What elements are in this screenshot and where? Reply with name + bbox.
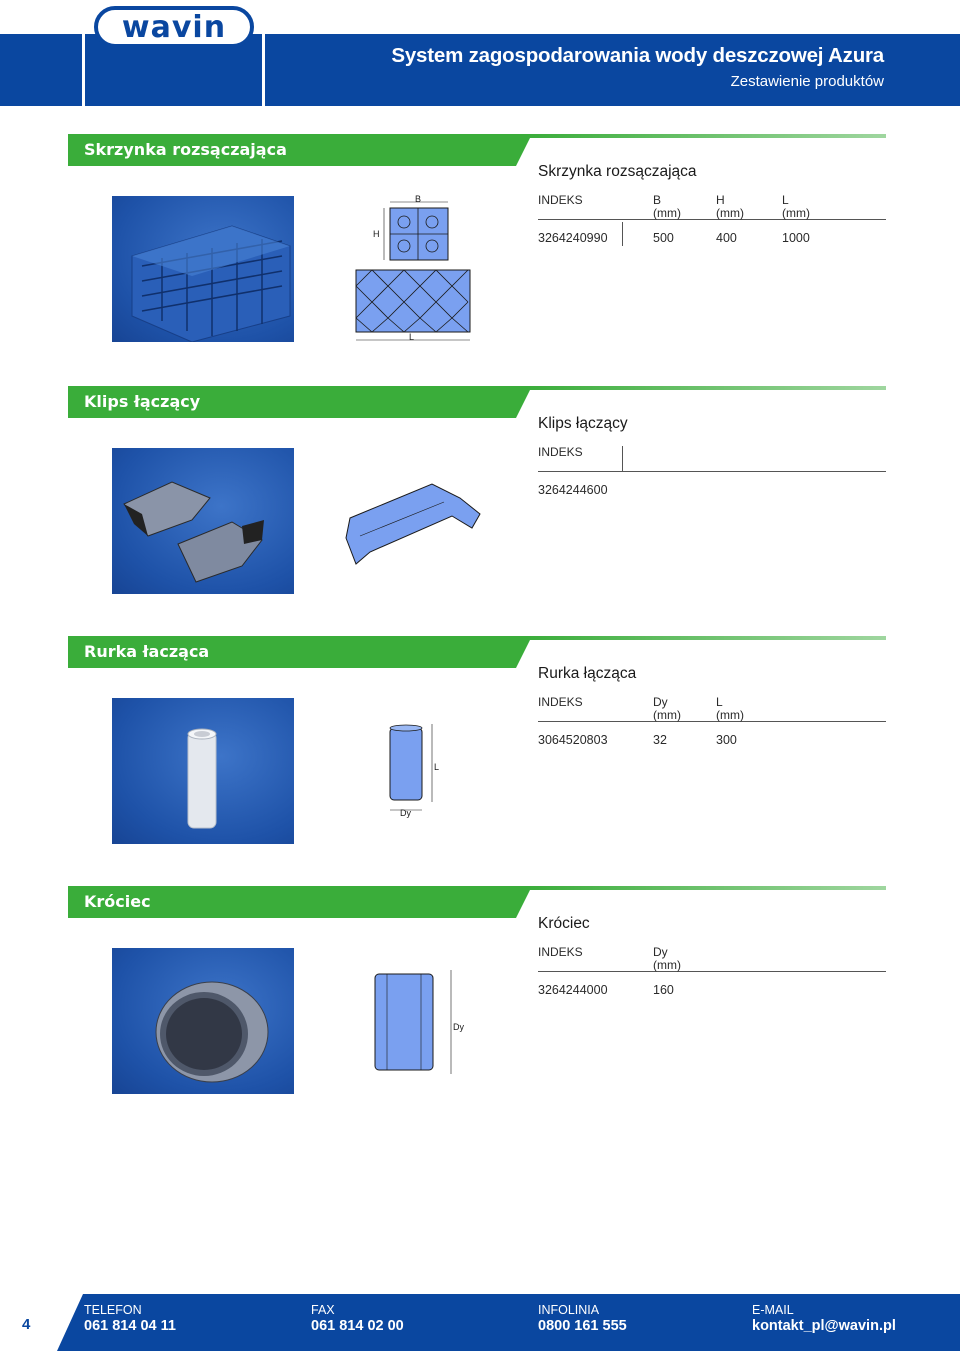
krociec-drawing [365, 966, 465, 1076]
rurka-drawing [380, 722, 450, 822]
product-table [538, 194, 886, 250]
product-title: Rurka łącząca [538, 665, 637, 682]
cell-h: 400 [716, 231, 737, 245]
product-table [538, 946, 886, 1002]
dim-label-h: H [373, 229, 380, 239]
col-header: L (mm) [716, 695, 744, 722]
section-band-title: Rurka łacząca [84, 642, 210, 661]
dim-label-l: L [409, 332, 415, 342]
table-header [538, 696, 886, 722]
cell-l: 1000 [782, 231, 810, 245]
table-header [538, 194, 886, 220]
cell-index: 3264240990 [538, 231, 608, 245]
cell-index: 3064520803 [538, 733, 608, 747]
header-divider [262, 34, 265, 106]
product-table [538, 446, 886, 502]
product-photo [112, 948, 294, 1094]
dim-label-b: B [415, 194, 422, 204]
page-number: 4 [22, 1316, 31, 1333]
section-klips [0, 386, 960, 616]
col-header: INDEKS [538, 445, 583, 459]
skrzynka-drawing [352, 190, 482, 350]
klips-drawing [340, 478, 490, 568]
wavin-logo[interactable] [94, 6, 254, 48]
product-title: Skrzynka rozsączająca [538, 163, 697, 180]
cell-dy: 32 [653, 733, 667, 747]
table-row [538, 220, 886, 250]
logo-text: wavin [121, 9, 227, 45]
column-separator [622, 222, 623, 246]
section-band-title: Klips łączący [84, 392, 201, 411]
dim-label-dy: Dy [400, 808, 411, 818]
band-notch [516, 138, 886, 166]
table-header [538, 946, 886, 972]
dim-label-l: L [434, 762, 440, 772]
footer-contact-fax: FAX 061 814 02 00 [311, 1303, 404, 1334]
footer-contact-email[interactable]: E-MAIL kontakt_pl@wavin.pl [752, 1303, 896, 1334]
product-photo [112, 698, 294, 844]
product-title: Klips łączący [538, 415, 628, 432]
product-title: Króciec [538, 915, 590, 932]
col-header: L (mm) [782, 193, 810, 220]
band-notch [516, 390, 886, 418]
section-skrzynka [0, 134, 960, 364]
header-divider [82, 34, 85, 106]
section-band-title: Skrzynka rozsączająca [84, 140, 287, 159]
table-header [538, 446, 886, 472]
col-header: Dy (mm) [653, 695, 681, 722]
col-header: H (mm) [716, 193, 744, 220]
cell-index: 3264244000 [538, 983, 608, 997]
col-header: INDEKS [538, 695, 583, 709]
product-photo [112, 196, 294, 342]
section-band-title: Króciec [84, 892, 151, 911]
col-header: INDEKS [538, 945, 583, 959]
dim-label-dy: Dy [453, 1022, 464, 1032]
band-notch [516, 640, 886, 668]
section-krociec [0, 886, 960, 1116]
col-header: INDEKS [538, 193, 583, 207]
column-separator [622, 446, 623, 472]
table-row [538, 972, 886, 1002]
footer-contact-infoline: INFOLINIA 0800 161 555 [538, 1303, 627, 1334]
footer-contact-phone: TELEFON 061 814 04 11 [84, 1303, 176, 1334]
band-notch [516, 890, 886, 918]
product-photo [112, 448, 294, 594]
col-header: B (mm) [653, 193, 681, 220]
cell-dy: 160 [653, 983, 674, 997]
cell-l: 300 [716, 733, 737, 747]
page-subtitle: Zestawienie produktów [730, 73, 884, 90]
cell-b: 500 [653, 231, 674, 245]
page-title: System zagospodarowania wody deszczowej Azura [391, 44, 884, 67]
table-row [538, 472, 886, 502]
col-header: Dy (mm) [653, 945, 681, 972]
cell-index: 3264244600 [538, 483, 608, 497]
table-row [538, 722, 886, 752]
section-rurka [0, 636, 960, 866]
product-table [538, 696, 886, 752]
